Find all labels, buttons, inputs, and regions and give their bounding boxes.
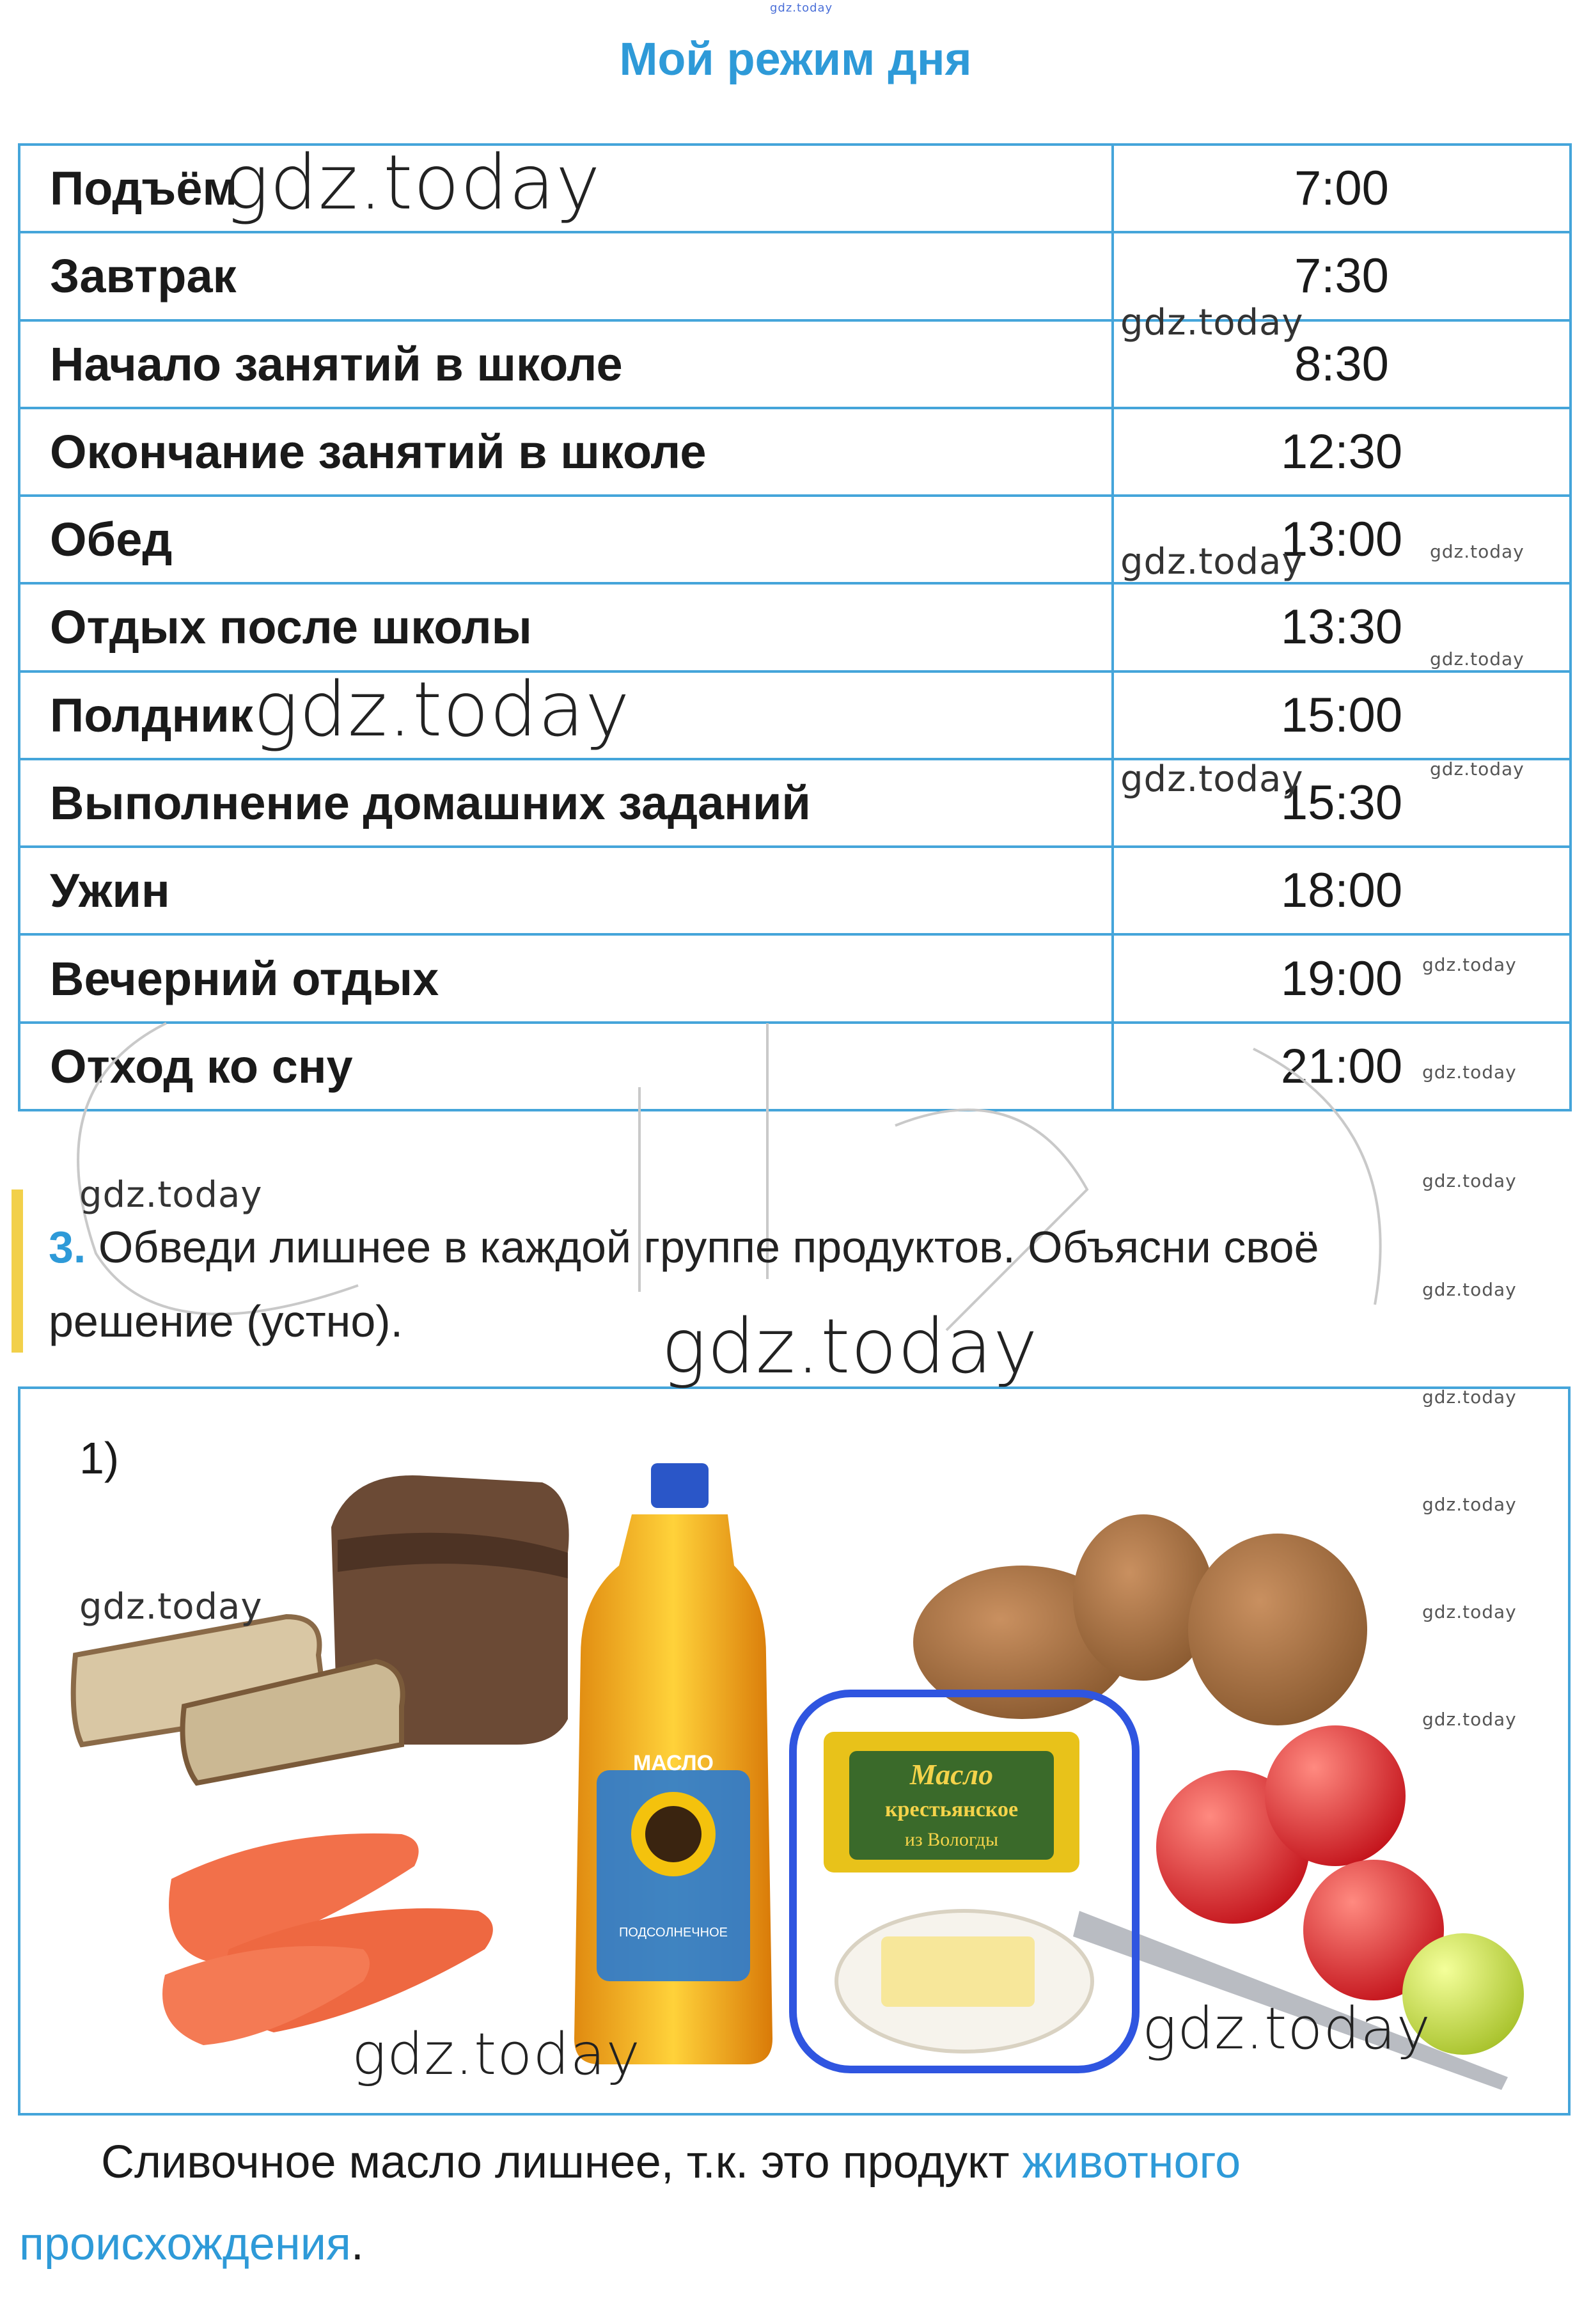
watermark: gdz.today [1120,541,1304,583]
time-cell: 13:00 [1113,496,1571,583]
watermark: gdz.today [224,138,601,226]
watermark: gdz.today [1422,1494,1517,1515]
oil-sublabel: ПОДСОЛНЕЧНОЕ [619,1926,728,1940]
time-cell: 18:00 [1113,847,1571,934]
time-cell: 15:30 [1113,759,1571,847]
table-row [19,408,1571,496]
time-cell: 7:00 [1113,145,1571,232]
watermark: gdz.today [1430,541,1524,562]
schedule-table [18,143,1572,1111]
time-cell: 8:30 [1113,320,1571,408]
watermark: gdz.today [1422,1709,1517,1730]
table-row [19,847,1571,934]
activity-cell: Отдых после школы [19,583,1113,671]
time-cell: 21:00 [1113,1023,1571,1110]
activity-cell: Завтрак [19,232,1113,320]
activity-cell: Полдник [19,671,1113,759]
table-row [19,583,1571,671]
task-marker-bar [12,1189,23,1353]
watermark: gdz.today [1422,1170,1517,1191]
table-row [19,671,1571,759]
page-title: Мой режим дня [619,34,972,85]
butter-label-3: из Вологды [904,1829,999,1850]
watermark: gdz.today [1422,1062,1517,1083]
watermark: gdz.today [1142,1995,1431,2062]
task-number: 3. [49,1222,86,1272]
watermark: gdz.today [352,2021,641,2088]
activity-cell: Ужин [19,847,1113,934]
butter-label-1: Масло [909,1758,994,1791]
task-text: Обведи лишнее в каждой группе продуктов. Объясни своё решение (устно). [49,1222,1319,1346]
table-row [19,232,1571,320]
watermark: gdz.today [661,1302,1038,1390]
carrots-image [162,1833,493,2045]
answer-end: . [350,2218,364,2270]
watermark: gdz.today [253,665,631,753]
answer-line-2 [19,2218,364,2270]
answer-accent-2: происхождения [19,2218,351,2270]
sunflower-oil-bottle-image [574,1463,772,2064]
activity-cell: Отход ко сну [19,1023,1113,1110]
watermark: gdz.today [1120,758,1304,800]
answer-line-1 [101,2136,1241,2188]
watermark: gdz.today [79,1174,263,1216]
group-label: 1) [79,1433,120,1483]
watermark: gdz.today [79,1586,263,1628]
table-row [19,759,1571,847]
watermark: gdz.today [1422,1386,1517,1408]
watermark: gdz.today [1430,648,1524,670]
activity-cell: Вечерний отдых [19,934,1113,1022]
watermark: gdz.today [1422,1601,1517,1622]
oil-label: МАСЛО [632,1751,714,1775]
butter-label-2: крестьянское [884,1798,1019,1821]
answer-text: Сливочное масло лишнее, т.к. это продукт [101,2137,1023,2188]
time-cell: 19:00 [1113,934,1571,1022]
answer-accent-1: животного [1022,2137,1241,2188]
butter-image [824,1732,1092,2052]
activity-cell: Начало занятий в школе [19,320,1113,408]
table-row [19,320,1571,408]
bread-image [74,1475,569,1783]
table-row [19,496,1571,583]
activity-cell: Подъём [19,145,1113,232]
time-cell: 7:30 [1113,232,1571,320]
watermark-top: gdz.today [770,1,833,15]
time-cell: 15:00 [1113,671,1571,759]
watermark: gdz.today [1422,1279,1517,1300]
watermark: gdz.today [1430,758,1524,780]
time-cell: 13:30 [1113,583,1571,671]
time-cell: 12:30 [1113,408,1571,496]
activity-cell: Обед [19,496,1113,583]
activity-cell: Выполнение домашних заданий [19,759,1113,847]
watermark: gdz.today [1422,954,1517,975]
activity-cell: Окончание занятий в школе [19,408,1113,496]
watermark: gdz.today [1120,302,1304,343]
